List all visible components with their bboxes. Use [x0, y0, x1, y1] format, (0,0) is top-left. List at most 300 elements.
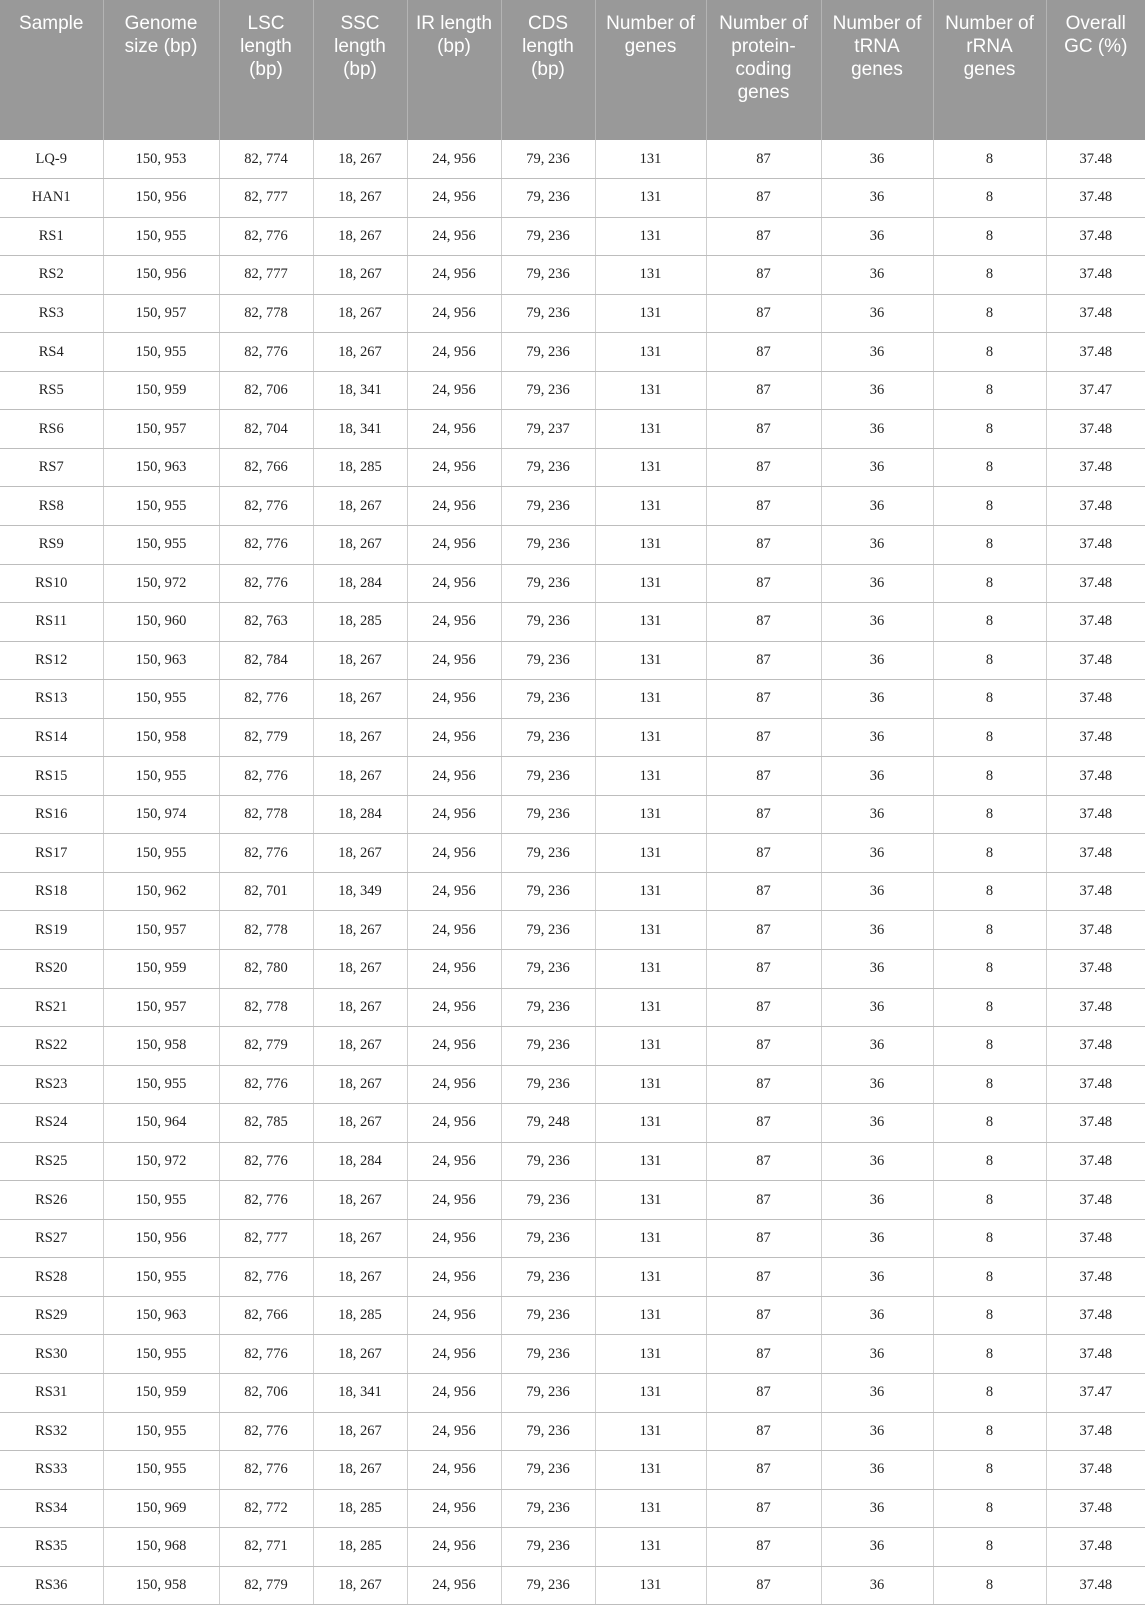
cell-ir-length: 24, 956 [407, 1027, 501, 1066]
cell-genome-size: 150, 957 [103, 294, 219, 333]
cell-overall-gc: 37.48 [1046, 872, 1145, 911]
cell-rrna-genes: 8 [933, 564, 1046, 603]
cell-protein-coding-genes: 87 [706, 140, 821, 179]
cell-protein-coding-genes: 87 [706, 525, 821, 564]
cell-lsc-length: 82, 779 [219, 1566, 313, 1605]
cell-protein-coding-genes: 87 [706, 872, 821, 911]
cell-ssc-length: 18, 285 [313, 1489, 407, 1528]
cell-cds-length: 79, 236 [501, 1219, 595, 1258]
cell-sample: RS17 [0, 834, 103, 873]
table-row [0, 718, 1145, 757]
header-genome-size: Genome size (bp) [103, 0, 219, 140]
cell-ssc-length: 18, 341 [313, 1374, 407, 1413]
cell-trna-genes: 36 [821, 1335, 933, 1374]
table-row [0, 1374, 1145, 1413]
cell-lsc-length: 82, 776 [219, 1258, 313, 1297]
cell-cds-length: 79, 236 [501, 333, 595, 372]
table-row [0, 1412, 1145, 1451]
cell-ssc-length: 18, 267 [313, 256, 407, 295]
cell-protein-coding-genes: 87 [706, 641, 821, 680]
cell-trna-genes: 36 [821, 448, 933, 487]
cell-sample: RS14 [0, 718, 103, 757]
cell-rrna-genes: 8 [933, 1219, 1046, 1258]
cell-ssc-length: 18, 267 [313, 179, 407, 218]
cell-genome-size: 150, 955 [103, 217, 219, 256]
cell-protein-coding-genes: 87 [706, 1374, 821, 1413]
table-row [0, 1104, 1145, 1143]
cell-ssc-length: 18, 285 [313, 1528, 407, 1567]
cell-number-of-genes: 131 [595, 1451, 706, 1490]
header-number-of-genes: Number of genes [595, 0, 706, 140]
cell-number-of-genes: 131 [595, 757, 706, 796]
cell-cds-length: 79, 248 [501, 1104, 595, 1143]
cell-overall-gc: 37.48 [1046, 525, 1145, 564]
cell-lsc-length: 82, 706 [219, 1374, 313, 1413]
cell-overall-gc: 37.48 [1046, 795, 1145, 834]
cell-genome-size: 150, 959 [103, 949, 219, 988]
cell-trna-genes: 36 [821, 1566, 933, 1605]
cell-ir-length: 24, 956 [407, 1566, 501, 1605]
cell-cds-length: 79, 236 [501, 1489, 595, 1528]
cell-number-of-genes: 131 [595, 410, 706, 449]
cell-cds-length: 79, 236 [501, 1065, 595, 1104]
cell-genome-size: 150, 955 [103, 1335, 219, 1374]
cell-genome-size: 150, 959 [103, 371, 219, 410]
cell-genome-size: 150, 955 [103, 757, 219, 796]
cell-sample: RS33 [0, 1451, 103, 1490]
cell-number-of-genes: 131 [595, 795, 706, 834]
cell-number-of-genes: 131 [595, 1219, 706, 1258]
cell-number-of-genes: 131 [595, 988, 706, 1027]
cell-sample: RS20 [0, 949, 103, 988]
cell-overall-gc: 37.48 [1046, 757, 1145, 796]
cell-ir-length: 24, 956 [407, 834, 501, 873]
cell-ssc-length: 18, 284 [313, 564, 407, 603]
cell-overall-gc: 37.48 [1046, 988, 1145, 1027]
cell-cds-length: 79, 236 [501, 448, 595, 487]
cell-lsc-length: 82, 779 [219, 718, 313, 757]
cell-number-of-genes: 131 [595, 641, 706, 680]
cell-protein-coding-genes: 87 [706, 179, 821, 218]
cell-ir-length: 24, 956 [407, 1181, 501, 1220]
cell-number-of-genes: 131 [595, 140, 706, 179]
cell-genome-size: 150, 955 [103, 525, 219, 564]
cell-cds-length: 79, 236 [501, 1296, 595, 1335]
cell-ir-length: 24, 956 [407, 1451, 501, 1490]
cell-cds-length: 79, 236 [501, 795, 595, 834]
cell-rrna-genes: 8 [933, 333, 1046, 372]
cell-rrna-genes: 8 [933, 1335, 1046, 1374]
table-row [0, 256, 1145, 295]
cell-overall-gc: 37.48 [1046, 1566, 1145, 1605]
cell-ir-length: 24, 956 [407, 718, 501, 757]
cell-cds-length: 79, 236 [501, 1142, 595, 1181]
table-row [0, 795, 1145, 834]
cell-ir-length: 24, 956 [407, 1489, 501, 1528]
cell-trna-genes: 36 [821, 641, 933, 680]
table-row [0, 564, 1145, 603]
cell-ssc-length: 18, 267 [313, 680, 407, 719]
cell-overall-gc: 37.48 [1046, 179, 1145, 218]
cell-ir-length: 24, 956 [407, 988, 501, 1027]
cell-protein-coding-genes: 87 [706, 911, 821, 950]
cell-trna-genes: 36 [821, 757, 933, 796]
cell-cds-length: 79, 236 [501, 911, 595, 950]
cell-rrna-genes: 8 [933, 911, 1046, 950]
cell-number-of-genes: 131 [595, 256, 706, 295]
cell-protein-coding-genes: 87 [706, 1489, 821, 1528]
cell-ssc-length: 18, 267 [313, 140, 407, 179]
cell-genome-size: 150, 955 [103, 834, 219, 873]
cell-trna-genes: 36 [821, 1451, 933, 1490]
header-overall-gc: Overall GC (%) [1046, 0, 1145, 140]
cell-lsc-length: 82, 772 [219, 1489, 313, 1528]
table-row [0, 410, 1145, 449]
cell-sample: RS27 [0, 1219, 103, 1258]
cell-protein-coding-genes: 87 [706, 333, 821, 372]
cell-number-of-genes: 131 [595, 949, 706, 988]
cell-cds-length: 79, 236 [501, 603, 595, 642]
cell-cds-length: 79, 236 [501, 217, 595, 256]
table-row [0, 487, 1145, 526]
cell-overall-gc: 37.48 [1046, 410, 1145, 449]
cell-ir-length: 24, 956 [407, 603, 501, 642]
cell-trna-genes: 36 [821, 680, 933, 719]
cell-protein-coding-genes: 87 [706, 564, 821, 603]
cell-genome-size: 150, 956 [103, 179, 219, 218]
cell-overall-gc: 37.48 [1046, 1451, 1145, 1490]
cell-rrna-genes: 8 [933, 294, 1046, 333]
cell-sample: RS12 [0, 641, 103, 680]
cell-overall-gc: 37.48 [1046, 217, 1145, 256]
cell-overall-gc: 37.48 [1046, 1296, 1145, 1335]
cell-protein-coding-genes: 87 [706, 217, 821, 256]
table-row [0, 949, 1145, 988]
table-row [0, 1451, 1145, 1490]
cell-number-of-genes: 131 [595, 1065, 706, 1104]
cell-number-of-genes: 131 [595, 911, 706, 950]
cell-rrna-genes: 8 [933, 1027, 1046, 1066]
cell-cds-length: 79, 236 [501, 371, 595, 410]
cell-genome-size: 150, 957 [103, 988, 219, 1027]
cell-overall-gc: 37.48 [1046, 564, 1145, 603]
cell-lsc-length: 82, 776 [219, 217, 313, 256]
header-lsc-length: LSC length (bp) [219, 0, 313, 140]
cell-rrna-genes: 8 [933, 988, 1046, 1027]
table-body [0, 140, 1145, 1605]
cell-rrna-genes: 8 [933, 718, 1046, 757]
cell-number-of-genes: 131 [595, 1374, 706, 1413]
cell-rrna-genes: 8 [933, 1258, 1046, 1297]
cell-lsc-length: 82, 779 [219, 1027, 313, 1066]
cell-sample: RS25 [0, 1142, 103, 1181]
cell-genome-size: 150, 955 [103, 1412, 219, 1451]
cell-rrna-genes: 8 [933, 1104, 1046, 1143]
cell-number-of-genes: 131 [595, 1258, 706, 1297]
header-trna-genes: Number of tRNA genes [821, 0, 933, 140]
cell-protein-coding-genes: 87 [706, 371, 821, 410]
cell-protein-coding-genes: 87 [706, 1412, 821, 1451]
cell-rrna-genes: 8 [933, 641, 1046, 680]
cell-cds-length: 79, 236 [501, 1181, 595, 1220]
table-row [0, 1335, 1145, 1374]
cell-cds-length: 79, 236 [501, 872, 595, 911]
table-row [0, 294, 1145, 333]
cell-rrna-genes: 8 [933, 140, 1046, 179]
cell-genome-size: 150, 956 [103, 1219, 219, 1258]
cell-lsc-length: 82, 776 [219, 1065, 313, 1104]
cell-ir-length: 24, 956 [407, 333, 501, 372]
cell-overall-gc: 37.48 [1046, 834, 1145, 873]
cell-number-of-genes: 131 [595, 872, 706, 911]
cell-overall-gc: 37.48 [1046, 603, 1145, 642]
cell-trna-genes: 36 [821, 525, 933, 564]
cell-lsc-length: 82, 780 [219, 949, 313, 988]
cell-ssc-length: 18, 267 [313, 1104, 407, 1143]
cell-lsc-length: 82, 778 [219, 911, 313, 950]
cell-sample: RS15 [0, 757, 103, 796]
cell-sample: RS7 [0, 448, 103, 487]
cell-ir-length: 24, 956 [407, 1528, 501, 1567]
cell-lsc-length: 82, 704 [219, 410, 313, 449]
cell-trna-genes: 36 [821, 872, 933, 911]
cell-number-of-genes: 131 [595, 1566, 706, 1605]
cell-number-of-genes: 131 [595, 1412, 706, 1451]
cell-sample: RS16 [0, 795, 103, 834]
cell-rrna-genes: 8 [933, 680, 1046, 719]
cell-lsc-length: 82, 777 [219, 256, 313, 295]
cell-ir-length: 24, 956 [407, 1104, 501, 1143]
cell-ir-length: 24, 956 [407, 1412, 501, 1451]
cell-ssc-length: 18, 267 [313, 1451, 407, 1490]
table-row [0, 641, 1145, 680]
cell-lsc-length: 82, 774 [219, 140, 313, 179]
cell-genome-size: 150, 955 [103, 1181, 219, 1220]
cell-lsc-length: 82, 778 [219, 795, 313, 834]
cell-trna-genes: 36 [821, 1219, 933, 1258]
cell-lsc-length: 82, 777 [219, 1219, 313, 1258]
cell-cds-length: 79, 236 [501, 140, 595, 179]
cell-genome-size: 150, 955 [103, 333, 219, 372]
cell-ssc-length: 18, 267 [313, 1219, 407, 1258]
cell-sample: RS28 [0, 1258, 103, 1297]
cell-sample: RS35 [0, 1528, 103, 1567]
cell-overall-gc: 37.48 [1046, 911, 1145, 950]
cell-number-of-genes: 131 [595, 294, 706, 333]
cell-ir-length: 24, 956 [407, 487, 501, 526]
cell-overall-gc: 37.48 [1046, 680, 1145, 719]
cell-protein-coding-genes: 87 [706, 410, 821, 449]
cell-number-of-genes: 131 [595, 1104, 706, 1143]
cell-trna-genes: 36 [821, 1489, 933, 1528]
cell-overall-gc: 37.48 [1046, 718, 1145, 757]
cell-rrna-genes: 8 [933, 1181, 1046, 1220]
table-row [0, 140, 1145, 179]
cell-ir-length: 24, 956 [407, 641, 501, 680]
cell-number-of-genes: 131 [595, 1027, 706, 1066]
cell-genome-size: 150, 956 [103, 256, 219, 295]
cell-cds-length: 79, 236 [501, 1451, 595, 1490]
cell-lsc-length: 82, 706 [219, 371, 313, 410]
cell-lsc-length: 82, 776 [219, 1451, 313, 1490]
cell-ir-length: 24, 956 [407, 256, 501, 295]
cell-sample: RS34 [0, 1489, 103, 1528]
cell-trna-genes: 36 [821, 294, 933, 333]
cell-protein-coding-genes: 87 [706, 949, 821, 988]
cell-overall-gc: 37.48 [1046, 1142, 1145, 1181]
cell-trna-genes: 36 [821, 217, 933, 256]
table-row [0, 1296, 1145, 1335]
cell-sample: RS3 [0, 294, 103, 333]
cell-protein-coding-genes: 87 [706, 1219, 821, 1258]
cell-ssc-length: 18, 267 [313, 217, 407, 256]
cell-trna-genes: 36 [821, 333, 933, 372]
cell-cds-length: 79, 236 [501, 680, 595, 719]
cell-protein-coding-genes: 87 [706, 680, 821, 719]
cell-ssc-length: 18, 284 [313, 1142, 407, 1181]
cell-trna-genes: 36 [821, 1374, 933, 1413]
cell-ssc-length: 18, 267 [313, 641, 407, 680]
cell-sample: RS22 [0, 1027, 103, 1066]
cell-genome-size: 150, 972 [103, 564, 219, 603]
cell-sample: RS29 [0, 1296, 103, 1335]
cell-ssc-length: 18, 341 [313, 371, 407, 410]
header-ssc-length: SSC length (bp) [313, 0, 407, 140]
cell-rrna-genes: 8 [933, 1374, 1046, 1413]
cell-sample: RS31 [0, 1374, 103, 1413]
cell-overall-gc: 37.48 [1046, 448, 1145, 487]
cell-genome-size: 150, 955 [103, 1258, 219, 1297]
cell-ir-length: 24, 956 [407, 179, 501, 218]
cell-number-of-genes: 131 [595, 564, 706, 603]
cell-ir-length: 24, 956 [407, 564, 501, 603]
table-row [0, 1566, 1145, 1605]
cell-cds-length: 79, 236 [501, 1258, 595, 1297]
cell-overall-gc: 37.48 [1046, 1528, 1145, 1567]
table-row [0, 1489, 1145, 1528]
cell-sample: RS11 [0, 603, 103, 642]
cell-ssc-length: 18, 267 [313, 1181, 407, 1220]
cell-ir-length: 24, 956 [407, 525, 501, 564]
cell-genome-size: 150, 958 [103, 1566, 219, 1605]
cell-trna-genes: 36 [821, 949, 933, 988]
cell-genome-size: 150, 955 [103, 680, 219, 719]
cell-lsc-length: 82, 776 [219, 564, 313, 603]
cell-ir-length: 24, 956 [407, 680, 501, 719]
cell-protein-coding-genes: 87 [706, 718, 821, 757]
cell-ssc-length: 18, 267 [313, 1065, 407, 1104]
cell-rrna-genes: 8 [933, 872, 1046, 911]
cell-trna-genes: 36 [821, 371, 933, 410]
cell-rrna-genes: 8 [933, 1142, 1046, 1181]
header-row [0, 0, 1145, 140]
table-row [0, 603, 1145, 642]
cell-ssc-length: 18, 267 [313, 757, 407, 796]
cell-trna-genes: 36 [821, 1065, 933, 1104]
cell-number-of-genes: 131 [595, 1528, 706, 1567]
cell-number-of-genes: 131 [595, 448, 706, 487]
cell-sample: RS18 [0, 872, 103, 911]
cell-sample: RS6 [0, 410, 103, 449]
cell-ir-length: 24, 956 [407, 371, 501, 410]
header-protein-coding-genes: Number of protein-coding genes [706, 0, 821, 140]
cell-overall-gc: 37.48 [1046, 487, 1145, 526]
cell-sample: RS23 [0, 1065, 103, 1104]
cell-cds-length: 79, 236 [501, 1528, 595, 1567]
cell-trna-genes: 36 [821, 1258, 933, 1297]
cell-cds-length: 79, 236 [501, 256, 595, 295]
cell-lsc-length: 82, 776 [219, 1142, 313, 1181]
table-row [0, 333, 1145, 372]
cell-lsc-length: 82, 776 [219, 680, 313, 719]
cell-cds-length: 79, 236 [501, 1412, 595, 1451]
table-row [0, 757, 1145, 796]
cell-overall-gc: 37.48 [1046, 256, 1145, 295]
table-row [0, 834, 1145, 873]
cell-sample: RS13 [0, 680, 103, 719]
cell-cds-length: 79, 236 [501, 834, 595, 873]
cell-genome-size: 150, 972 [103, 1142, 219, 1181]
cell-sample: RS8 [0, 487, 103, 526]
cell-protein-coding-genes: 87 [706, 1065, 821, 1104]
cell-rrna-genes: 8 [933, 1451, 1046, 1490]
cell-ir-length: 24, 956 [407, 1142, 501, 1181]
table-row [0, 1181, 1145, 1220]
cell-sample: HAN1 [0, 179, 103, 218]
cell-sample: RS32 [0, 1412, 103, 1451]
cell-cds-length: 79, 236 [501, 718, 595, 757]
cell-protein-coding-genes: 87 [706, 603, 821, 642]
cell-cds-length: 79, 236 [501, 1335, 595, 1374]
cell-ir-length: 24, 956 [407, 911, 501, 950]
cell-trna-genes: 36 [821, 179, 933, 218]
table-row [0, 911, 1145, 950]
cell-protein-coding-genes: 87 [706, 1335, 821, 1374]
cell-ir-length: 24, 956 [407, 294, 501, 333]
cell-lsc-length: 82, 778 [219, 294, 313, 333]
cell-overall-gc: 37.48 [1046, 294, 1145, 333]
table-row [0, 1528, 1145, 1567]
cell-protein-coding-genes: 87 [706, 1142, 821, 1181]
cell-rrna-genes: 8 [933, 1566, 1046, 1605]
cell-trna-genes: 36 [821, 564, 933, 603]
table-row [0, 371, 1145, 410]
cell-rrna-genes: 8 [933, 256, 1046, 295]
cell-trna-genes: 36 [821, 410, 933, 449]
cell-ssc-length: 18, 267 [313, 718, 407, 757]
cell-ir-length: 24, 956 [407, 217, 501, 256]
cell-trna-genes: 36 [821, 795, 933, 834]
cell-sample: RS5 [0, 371, 103, 410]
cell-trna-genes: 36 [821, 834, 933, 873]
cell-cds-length: 79, 236 [501, 294, 595, 333]
cell-sample: RS1 [0, 217, 103, 256]
cell-sample: RS10 [0, 564, 103, 603]
cell-ssc-length: 18, 267 [313, 949, 407, 988]
cell-trna-genes: 36 [821, 1142, 933, 1181]
cell-overall-gc: 37.48 [1046, 1335, 1145, 1374]
cell-overall-gc: 37.48 [1046, 1489, 1145, 1528]
cell-genome-size: 150, 974 [103, 795, 219, 834]
cell-ir-length: 24, 956 [407, 949, 501, 988]
cell-overall-gc: 37.48 [1046, 1027, 1145, 1066]
cell-lsc-length: 82, 776 [219, 333, 313, 372]
cell-trna-genes: 36 [821, 140, 933, 179]
cell-number-of-genes: 131 [595, 603, 706, 642]
cell-ir-length: 24, 956 [407, 757, 501, 796]
cell-protein-coding-genes: 87 [706, 757, 821, 796]
cell-cds-length: 79, 236 [501, 564, 595, 603]
